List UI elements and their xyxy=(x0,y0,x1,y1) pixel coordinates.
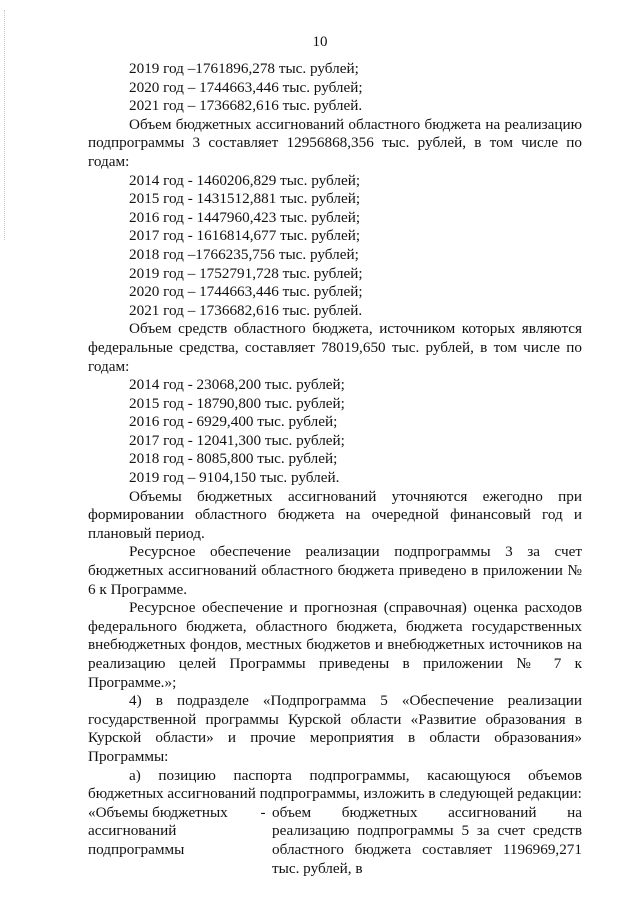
year-line: 2017 год - 12041,300 тыс. рублей; xyxy=(129,431,345,449)
year-list-3 xyxy=(88,376,582,488)
year-line: 2016 год - 6929,400 тыс. рублей; xyxy=(129,413,338,431)
year-line: 2016 год - 1447960,423 тыс. рублей; xyxy=(129,208,361,226)
year-line: 2019 год –1761896,278 тыс. рублей; xyxy=(129,60,359,77)
passport-row-dash: - xyxy=(260,803,266,821)
federal-funds-paragraph: Объем средств областного бюджета, источником которых являются федеральные средства, составляет 78019,650 тыс. рублей, в том числе по годам: xyxy=(88,320,582,375)
year-list-2 xyxy=(88,172,582,321)
year-line: 2014 год - 23068,200 тыс. рублей; xyxy=(129,376,345,394)
year-line: 2014 год - 1460206,829 тыс. рублей; xyxy=(129,171,361,189)
item4-paragraph: 4) в подразделе «Подпрограмма 5 «Обеспечение реализации государственной программы Курской области «Развитие образования в Курской области» и прочие мероприятия в области образования» Программы: xyxy=(88,692,582,765)
page-number: 10 xyxy=(312,34,328,50)
year-line: 2020 год – 1744663,446 тыс. рублей; xyxy=(129,283,363,301)
year-line: 2015 год - 18790,800 тыс. рублей; xyxy=(129,394,345,412)
year-line: 2021 год – 1736682,616 тыс. рублей. xyxy=(129,301,363,319)
year-line: 2021 год – 1736682,616 тыс. рублей. xyxy=(129,97,363,115)
item-a-paragraph: а) позицию паспорта подпрограммы, касающуюся объемов бюджетных ассигнований подпрограммы, изложить в следующей редакции: xyxy=(88,766,582,803)
year-line: 2017 год - 1616814,677 тыс. рублей; xyxy=(129,227,361,245)
year-line: 2019 год – 9104,150 тыс. рублей. xyxy=(129,469,340,487)
year-line: 2018 год –1766235,756 тыс. рублей; xyxy=(129,245,359,263)
subprogram3-paragraph: Объем бюджетных ассигнований областного бюджета на реализацию подпрограммы 3 составляет 12956868,356 тыс. рублей, в том числе по годам: xyxy=(88,115,582,170)
appendix7-paragraph: Ресурсное обеспечение и прогнозная (справочная) оценка расходов федерального бюджета, областного бюджета, бюджета государственных внебюджетных фондов, местных бюджетов и внебюджетных источников на реализацию целей Программы приведены в приложении № 7 к Программе.»; xyxy=(88,599,582,691)
year-list-1 xyxy=(88,60,582,116)
year-line: 2020 год – 1744663,446 тыс. рублей; xyxy=(129,78,363,96)
document-body xyxy=(88,60,582,878)
appendix6-paragraph: Ресурсное обеспечение реализации подпрограммы 3 за счет бюджетных ассигнований областного бюджета приведено в приложении № 6 к Программе. xyxy=(88,543,582,598)
passport-row-label: «Объемы бюджетных ассигнований подпрограммы xyxy=(88,803,228,858)
year-line: 2015 год - 1431512,881 тыс. рублей; xyxy=(129,190,361,208)
budget-clarification-paragraph: Объемы бюджетных ассигнований уточняются ежегодно при формировании областного бюджета на очередной финансовый год и плановый период. xyxy=(88,487,582,542)
year-line: 2018 год - 8085,800 тыс. рублей; xyxy=(129,450,338,468)
passport-row xyxy=(88,804,582,878)
passport-row-value: объем бюджетных ассигнований на реализацию подпрограммы 5 за счет средств областного бюджета составляет 1196969,271 тыс. рублей, в xyxy=(272,803,582,877)
year-line: 2019 год – 1752791,728 тыс. рублей; xyxy=(129,264,363,282)
